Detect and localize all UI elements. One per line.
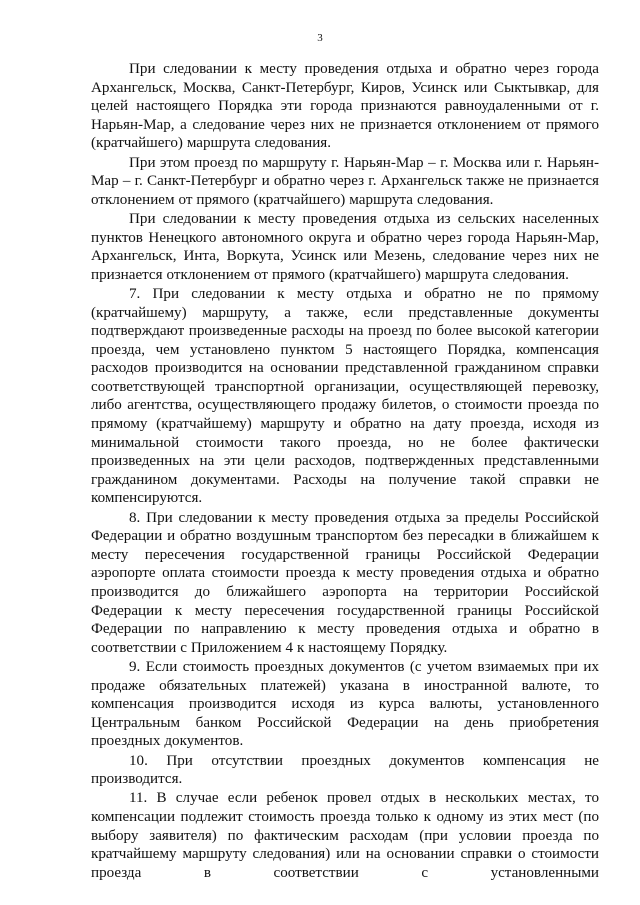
- page-number: 3: [317, 32, 323, 44]
- document-body: [91, 60, 599, 883]
- paragraph-moscow-route: При этом проезд по маршруту г. Нарьян-Мар – г. Москва или г. Нарьян-Мар – г. Санкт-Петербург и обратно через г. Архангельск также не признается отклонением от прямого (кратчайшего) маршрута следования.: [91, 154, 599, 208]
- paragraph-item-10: 10. При отсутствии проездных документов компенсация не производится.: [91, 752, 599, 788]
- paragraph-item-8: 8. При следовании к месту проведения отдыха за пределы Российской Федерации и обратно воздушным транспортом без пересадки в ближайшем к месту пересечения государственной границы Российской Федерации аэропорте оплата стоимости проезда к месту проведения отдыха и обратно производится до ближайшего аэропорта на территории Российской Федерации к месту пересечения государственной границы Российской Федерации по направлению к месту проведения отдыха и обратно в соответствии с Приложением 4 к настоящему Порядку.: [91, 509, 599, 656]
- paragraph-item-7: 7. При следовании к месту отдыха и обратно не по прямому (кратчайшему) маршруту, а также, если представленные документы подтверждают произведенные расходы на проезд по более высокой категории проезда, чем установлено пунктом 5 настоящего Порядка, компенсация расходов производится на основании представленной гражданином справки соответствующей транспортной организации, осуществляющей перевозку, либо агентства, осуществляющего продажу билетов, о стоимости проезда по прямому (кратчайшему) маршруту и обратно на дату проезда, исходя из минимальной стоимости такого проезда, но не более фактически произведенных на эти цели расходов, подтвержденных представленными гражданином документами. Расходы на получение такой справки не компенсируются.: [91, 285, 599, 507]
- paragraph-equidistant-cities: При следовании к месту проведения отдыха и обратно через города Архангельск, Москва, Санкт-Петербург, Киров, Усинск или Сыктывкар, для целей настоящего Порядка эти города признаются равноудаленными от г. Нарьян-Мар, а следование через них не признается отклонением от прямого (кратчайшего) маршрута следования.: [91, 61, 599, 152]
- paragraph-item-11: 11. В случае если ребенок провел отдых в нескольких местах, то компенсации подлежит стоимость проезда только к одному из этих мест (по выбору заявителя) по фактическим расходам (при условии проезда по кратчайшему маршруту следования) или на основании справки о стоимости проезда в соответствии с установленными: [91, 790, 599, 881]
- paragraph-item-9: 9. Если стоимость проездных документов (с учетом взимаемых при их продаже обязательных платежей) указана в иностранной валюте, то компенсация производится исходя из курса валюты, установленного Центральным банком Российской Федерации на день приобретения проездных документов.: [91, 658, 599, 750]
- paragraph-rural-settlements: При следовании к месту проведения отдыха из сельских населенных пунктов Ненецкого автономного округа и обратно через города Нарьян-Мар, Архангельск, Инта, Воркута, Усинск или Мезень, следование через них не признается отклонением от прямого (кратчайшего) маршрута следования.: [91, 210, 599, 283]
